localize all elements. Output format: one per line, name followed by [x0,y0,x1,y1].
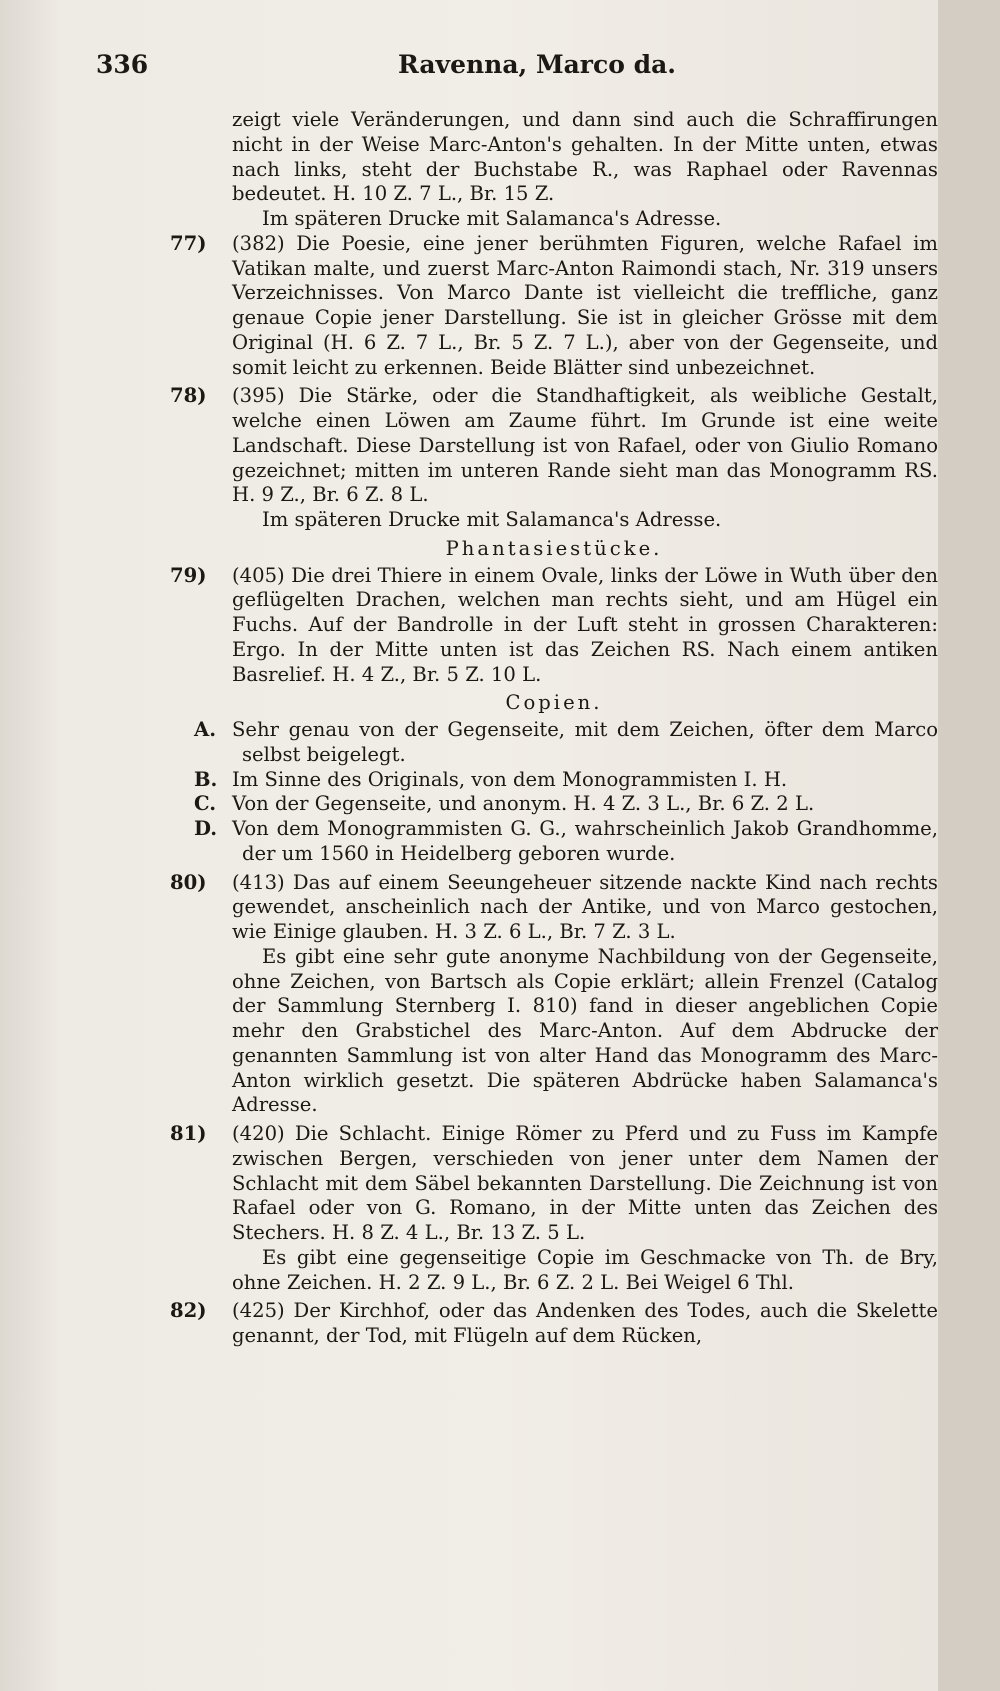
entry-text: (425) Der Kirchhof, oder das Andenken des Todes, auch die Skelette genannt, der Tod, mit Flügeln auf dem Rücken, [232,1299,938,1347]
copy-text: Von der Gegenseite, und anonym. H. 4 Z. 3 L., Br. 6 Z. 2 L. [232,792,815,816]
lead-text: zeigt viele Veränderungen, und dann sind auch die Schraffirungen nicht in der Weise Marc-Anton's gehalten. In der Mitte unten, etwas nach links, steht der Buchstabe R., was Raphael oder Ravennas bedeutet. H. 10 Z. 7 L., Br. 15 Z. [232,108,938,206]
entry-number: 79) [170,563,207,587]
entry-text: (413) Das auf einem Seeungeheuer sitzende nackte Kind nach rechts gewendet, anscheinlich nach der Antike, und von Marco gestochen, wie Einige glauben. H. 3 Z. 6 L., Br. 7 Z. 3 L. [232,870,938,943]
copy-item-d [170,817,938,867]
entry-number: 80) [170,870,207,894]
copy-letter: C. [194,792,217,816]
copy-letter: A. [194,718,217,741]
entry-note: Es gibt eine gegenseitige Copie im Geschmacke von Th. de Bry, ohne Zeichen. H. 2 Z. 9 L., Br. 6 Z. 2 L. Bei Weigel 6 Thl. [232,1245,938,1294]
entry-number: 77) [170,231,207,255]
entry-text: (405) Die drei Thiere in einem Ovale, links der Löwe in Wuth über den geflügelten Drachen, welchen man rechts sieht, und am Hügel ein Fuchs. Auf der Bandrolle in der Luft steht in grossen Charakteren: Ergo. In der Mitte unten ist das Zeichen RS. Nach einem antiken Basrelief. H. 4 Z., Br. 5 Z. 10 L. [232,563,938,686]
catalog-entry-79 [170,564,938,688]
copy-item-b [170,768,938,793]
copy-item-c [170,792,938,817]
entry-note: Im späteren Drucke mit Salamanca's Adresse. [262,508,722,531]
copy-letter: B. [194,767,218,791]
entry-number: 82) [170,1299,207,1323]
entry-text: (395) Die Stärke, oder die Standhaftigkeit, als weibliche Gestalt, welche einen Löwen am Zaume führt. Im Grunde ist eine weite Landschaft. Diese Darstellung ist von Rafael, oder von Giulio Romano gezeichnet; mitten im unteren Rande sieht man das Monogramm RS. H. 9 Z., Br. 6 Z. 8 L. [232,384,938,507]
catalog-entry-77 [170,232,938,381]
lead-note: Im späteren Drucke mit Salamanca's Adresse. [262,207,722,230]
page-number: 336 [96,50,149,79]
page-edge [938,0,1000,1691]
entry-number: 81) [170,1122,207,1145]
copy-text: Im Sinne des Originals, von dem Monogrammisten I. H. [232,767,788,791]
body-text [170,108,938,1353]
copy-letter: D. [194,817,218,840]
entry-text: (420) Die Schlacht. Einige Römer zu Pferd und zu Fuss im Kampfe zwischen Bergen, verschieden von jener unter dem Namen der Schlacht mit dem Säbel bekannten Darstellung. Die Zeichnung ist von Rafael oder von G. Romano, in der Mitte unten das Zeichen des Stechers. H. 8 Z. 4 L., Br. 13 Z. 5 L. [232,1122,938,1244]
section-heading-copien: Copien. [505,691,603,715]
copy-text: Von dem Monogrammisten G. G., wahrscheinlich Jakob Grandhomme, der um 1560 in Heidelberg geboren wurde. [232,817,938,865]
entry-note: Es gibt eine sehr gute anonyme Nachbildung von der Gegenseite, ohne Zeichen, von Bartsch als Copie erklärt; allein Frenzel (Catalog der Sammlung Sternberg I. 810) fand in dieser angeblichen Copie mehr den Grabstichel des Marc-Anton. Auf dem Abdrucke der genannten Sammlung ist von alter Hand das Monogramm des Marc-Anton wirklich gesetzt. Die späteren Abdrücke haben Salamanca's Adresse. [232,944,938,1117]
entry-number: 78) [170,384,207,408]
catalog-entry-81 [170,1122,938,1295]
running-header [96,50,696,90]
running-title: Ravenna, Marco da. [398,50,676,79]
catalog-entry-82 [170,1299,938,1349]
copy-item-a [170,718,938,768]
catalog-entry-80 [170,871,938,1119]
lead-paragraph [170,108,938,232]
copy-text: Sehr genau von der Gegenseite, mit dem Zeichen, öfter dem Marco selbst beigelegt. [232,718,938,766]
catalog-entry-78 [170,384,938,533]
entry-text: (382) Die Poesie, eine jener berühmten Figuren, welche Rafael im Vatikan malte, und zuerst Marc-Anton Raimondi stach, Nr. 319 unsers Verzeichnisses. Von Marco Dante ist vielleicht die treffliche, ganz genaue Copie jener Darstellung. Sie ist in gleicher Grösse mit dem Original (H. 6 Z. 7 L., Br. 5 Z. 7 L.), aber von der Gegenseite, und somit leicht zu erkennen. Beide Blätter sind unbezeichnet. [232,231,938,379]
section-heading-phantasie: Phantasiestücke. [445,536,663,560]
